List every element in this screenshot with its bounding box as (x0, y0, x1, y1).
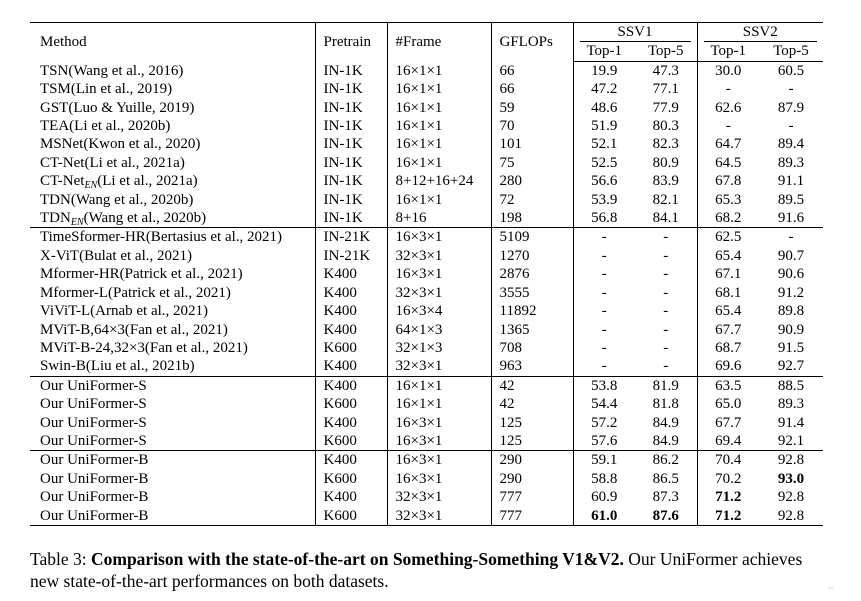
cell-ssv2-top1: 68.7 (697, 339, 759, 357)
cell-ssv1-top1: - (573, 265, 635, 283)
cell-ssv2-top5: 91.5 (777, 339, 805, 356)
cell-frame: 16×1×1 (387, 395, 491, 413)
cell-ssv1-top5: 81.8 (652, 396, 679, 413)
method-name: CT-Net (40, 173, 85, 190)
cell-gflops: 280 (491, 172, 573, 190)
cell-pretrain: K400 (315, 376, 387, 395)
cell-ssv2-top1: 30.0 (697, 61, 759, 80)
cell-gflops: 101 (491, 135, 573, 153)
table-row (30, 135, 823, 153)
cell-ssv2-top5: 92.7 (777, 358, 805, 375)
cell-method: Mformer-L(Patrick et al., 2021) (40, 284, 231, 301)
cell-frame: 64×1×3 (387, 321, 491, 339)
cell-method: TSN(Wang et al., 2016) (40, 62, 184, 79)
cell-ssv1-top1: 56.6 (573, 172, 635, 190)
cell-ssv1-top5: 84.9 (652, 432, 679, 449)
cell-gflops: 777 (491, 507, 573, 526)
cell-gflops: 125 (491, 414, 573, 432)
cell-pretrain: K400 (315, 284, 387, 302)
table-row (30, 470, 823, 488)
cell-gflops: 5109 (491, 228, 573, 247)
cell-ssv1-top5: 87.3 (652, 489, 679, 506)
table-row (30, 414, 823, 432)
cell-gflops: 66 (491, 80, 573, 98)
cell-ssv2-top5: 91.2 (777, 284, 805, 301)
method-citation: (Wang et al., 2020b) (83, 210, 207, 227)
cell-frame: 32×3×1 (387, 488, 491, 506)
cell-ssv2-top5: 89.8 (777, 303, 805, 320)
table-row (30, 247, 823, 265)
header-ssv2-top5: Top-5 (759, 42, 823, 61)
header-ssv2-cell (697, 23, 823, 43)
header-row-1 (30, 23, 823, 43)
cell-ssv2-top5: 91.6 (777, 210, 805, 227)
cell-ssv1-top5: - (663, 247, 669, 264)
cell-ssv2-top5: 88.5 (759, 376, 823, 395)
table-row (30, 432, 823, 451)
cell-ssv1-top5: 86.2 (635, 451, 697, 470)
cell-pretrain: K400 (315, 321, 387, 339)
cell-ssv2-top5: - (759, 228, 823, 247)
cell-ssv1-top5: 83.9 (652, 173, 679, 190)
cell-ssv1-top1: 60.9 (573, 488, 635, 506)
cell-ssv2-top5: 90.6 (777, 266, 805, 283)
cell-ssv1-top1: 57.2 (573, 414, 635, 432)
cell-ssv2-top5: 92.8 (759, 507, 823, 526)
cell-ssv2-top5: 89.4 (777, 136, 805, 153)
cell-ssv2-top5: 90.9 (777, 321, 805, 338)
table-row (30, 395, 823, 413)
cell-ssv1-top1: 56.8 (573, 209, 635, 228)
cell-ssv1-top1: - (573, 302, 635, 320)
cell-pretrain: IN-1K (315, 154, 387, 172)
cell-ssv1-top1: 54.4 (573, 395, 635, 413)
cell-pretrain: K400 (315, 414, 387, 432)
cell-method: ViViT-L(Arnab et al., 2021) (40, 303, 209, 320)
cell-gflops: 1270 (491, 247, 573, 265)
header-ssv1-cell (573, 23, 697, 43)
cell-gflops: 777 (491, 488, 573, 506)
table-row (30, 154, 823, 172)
table-row (30, 284, 823, 302)
cell-ssv2-top1: 65.0 (697, 395, 759, 413)
cell-method: Our UniFormer-S (40, 432, 147, 449)
cell-pretrain: IN-1K (315, 99, 387, 117)
table-row (30, 117, 823, 135)
cell-method: Our UniFormer-B (40, 470, 149, 487)
cell-ssv1-top1: 57.6 (573, 432, 635, 451)
cell-pretrain: K400 (315, 265, 387, 283)
cell-ssv2-top1: 67.8 (697, 172, 759, 190)
cell-ssv1-top1: 53.9 (573, 191, 635, 209)
cell-ssv1-top1: - (573, 321, 635, 339)
table-row (30, 507, 823, 526)
cell-method: X-ViT(Bulat et al., 2021) (40, 247, 192, 264)
cell-frame: 16×1×1 (387, 135, 491, 153)
cell-ssv2-top1: 70.4 (697, 451, 759, 470)
cell-gflops: 198 (491, 209, 573, 228)
cell-ssv1-top5: 82.3 (652, 136, 679, 153)
cell-ssv1-top5: - (663, 303, 669, 320)
cell-frame: 16×1×1 (387, 191, 491, 209)
cell-gflops: 42 (491, 395, 573, 413)
cell-method: MViT-B-24,32×3(Fan et al., 2021) (40, 339, 248, 356)
cell-method (30, 172, 315, 190)
cell-ssv1-top5: 77.1 (652, 81, 679, 98)
header-pretrain: Pretrain (315, 23, 387, 62)
cell-method: Our UniFormer-B (40, 489, 149, 506)
cell-ssv1-top5: 80.9 (652, 154, 679, 171)
method-subscript: EN (84, 180, 98, 192)
cell-frame: 16×1×1 (387, 61, 491, 80)
cell-pretrain: IN-21K (315, 228, 387, 247)
cell-ssv2-top1: 62.6 (697, 99, 759, 117)
cell-ssv2-top5: 91.1 (777, 173, 805, 190)
cell-method: Our UniFormer-B (30, 451, 315, 470)
cell-frame: 16×1×1 (387, 376, 491, 395)
cell-method: TDN(Wang et al., 2020b) (40, 191, 194, 208)
cell-ssv2-top5: 60.5 (777, 62, 805, 79)
cell-method: GST(Luo & Yuille, 2019) (40, 99, 195, 116)
cell-ssv2-top1: 64.7 (697, 135, 759, 153)
cell-pretrain: IN-1K (315, 191, 387, 209)
cell-pretrain: K400 (315, 302, 387, 320)
table-row (30, 265, 823, 283)
table-row (30, 61, 823, 80)
cell-ssv1-top1: 52.1 (573, 135, 635, 153)
table-row (30, 209, 823, 228)
cell-ssv2-top1: 69.6 (697, 357, 759, 376)
table-row (30, 321, 823, 339)
cell-frame: 16×3×4 (387, 302, 491, 320)
results-table (30, 22, 823, 526)
cell-ssv2-top1: 65.4 (697, 247, 759, 265)
cell-ssv2-top1: 62.5 (697, 228, 759, 247)
cell-ssv1-top5: - (635, 228, 697, 247)
cell-ssv1-top1: - (573, 228, 635, 247)
cell-pretrain: K600 (315, 339, 387, 357)
cell-ssv1-top5: 47.3 (652, 62, 679, 79)
cell-ssv1-top1: 19.9 (573, 61, 635, 80)
cell-gflops: 125 (491, 432, 573, 451)
cell-method: MViT-B,64×3(Fan et al., 2021) (40, 321, 228, 338)
cell-frame: 32×3×1 (387, 247, 491, 265)
cell-gflops: 1365 (491, 321, 573, 339)
cell-pretrain: IN-1K (315, 61, 387, 80)
cell-pretrain: K600 (315, 432, 387, 451)
cell-ssv1-top5: 81.9 (635, 376, 697, 395)
cell-ssv2-top5: 87.9 (777, 99, 805, 116)
table-caption (30, 548, 830, 592)
cell-pretrain: K400 (315, 488, 387, 506)
cell-ssv1-top1: 53.8 (573, 376, 635, 395)
caption-bold-text: Comparison with the state-of-the-art on Something-Something V1&V2. (90, 549, 624, 569)
cell-method (30, 209, 315, 228)
cell-gflops: 59 (491, 99, 573, 117)
cell-ssv1-top5: - (663, 284, 669, 301)
header-ssv1: SSV1 (580, 23, 691, 42)
table-row (30, 191, 823, 209)
header-ssv1-top1: Top-1 (573, 42, 635, 61)
cell-method: CT-Net(Li et al., 2021a) (40, 154, 185, 171)
cell-ssv2-top1: 64.5 (697, 154, 759, 172)
cell-gflops: 2876 (491, 265, 573, 283)
cell-frame: 16×1×1 (387, 99, 491, 117)
cell-frame: 16×3×1 (387, 470, 491, 488)
cell-pretrain: IN-1K (315, 135, 387, 153)
cell-gflops: 290 (491, 470, 573, 488)
cell-ssv2-top5: 89.3 (777, 154, 805, 171)
cell-gflops: 75 (491, 154, 573, 172)
cell-ssv1-top1: - (573, 284, 635, 302)
cell-method: TimeSformer-HR(Bertasius et al., 2021) (30, 228, 315, 247)
cell-ssv2-top1: 67.7 (697, 321, 759, 339)
table-row (30, 357, 823, 376)
cell-ssv2-top1: 69.4 (697, 432, 759, 451)
cell-method: Swin-B(Liu et al., 2021b) (40, 358, 195, 375)
header-ssv1-top5: Top-5 (635, 42, 697, 61)
cell-frame: 32×3×1 (387, 507, 491, 526)
cell-ssv1-top5: 77.9 (652, 99, 679, 116)
cell-ssv2-top1: - (697, 80, 759, 98)
table-row (30, 451, 823, 470)
cell-ssv1-top5: 86.5 (652, 470, 679, 487)
cell-method: MSNet(Kwon et al., 2020) (40, 136, 201, 153)
cell-ssv2-top5: 90.7 (777, 247, 805, 264)
table-row (30, 99, 823, 117)
cell-method: Our UniFormer-S (40, 414, 147, 431)
cell-ssv1-top5: - (663, 339, 669, 356)
cell-pretrain: K400 (315, 357, 387, 376)
cell-gflops: 3555 (491, 284, 573, 302)
method-subscript: EN (70, 217, 84, 229)
table-row (30, 80, 823, 98)
cell-ssv2-top1: 67.1 (697, 265, 759, 283)
caption-rest: Our UniFormer achieves new state-of-the-art performances on both datasets. (30, 549, 803, 591)
cell-ssv2-top5: 92.1 (777, 432, 805, 449)
cell-method: Our UniFormer-B (30, 507, 315, 526)
cell-ssv2-top5: 89.5 (777, 191, 805, 208)
cell-frame: 16×3×1 (387, 432, 491, 451)
cell-ssv1-top5: 84.9 (652, 414, 679, 431)
cell-method: Our UniFormer-S (30, 376, 315, 395)
cell-method: TSM(Lin et al., 2019) (40, 81, 173, 98)
cell-ssv1-top1: - (573, 357, 635, 376)
table-row (30, 228, 823, 247)
table-row (30, 172, 823, 190)
header-method: Method (30, 23, 315, 62)
cell-ssv1-top1: 59.1 (573, 451, 635, 470)
cell-pretrain: IN-1K (315, 80, 387, 98)
method-name: TDN (40, 210, 71, 227)
cell-ssv2-top1: 63.5 (697, 376, 759, 395)
cell-frame: 16×1×1 (387, 154, 491, 172)
cell-ssv1-top5: 84.1 (652, 210, 679, 227)
cell-ssv2-top5: - (788, 81, 794, 98)
cell-pretrain: K600 (315, 507, 387, 526)
cell-ssv2-top1: 71.2 (697, 488, 759, 506)
table-row (30, 488, 823, 506)
cell-gflops: 11892 (491, 302, 573, 320)
cell-ssv1-top5: - (663, 321, 669, 338)
cell-ssv2-top5: 92.8 (759, 451, 823, 470)
cell-ssv1-top1: 51.9 (573, 117, 635, 135)
cell-gflops: 708 (491, 339, 573, 357)
cell-frame: 32×1×3 (387, 339, 491, 357)
cell-ssv1-top1: 47.2 (573, 80, 635, 98)
cell-ssv2-top5: 93.0 (777, 470, 805, 487)
cell-ssv2-top1: 67.7 (697, 414, 759, 432)
cell-pretrain: IN-21K (315, 247, 387, 265)
cell-method: TEA(Li et al., 2020b) (40, 118, 171, 135)
cell-ssv2-top1: 65.3 (697, 191, 759, 209)
cell-ssv1-top5: - (663, 266, 669, 283)
table-row (30, 376, 823, 395)
cell-ssv1-top5: - (663, 358, 669, 375)
cell-ssv1-top5: 87.6 (635, 507, 697, 526)
cell-ssv1-top5: 82.1 (652, 191, 679, 208)
cell-gflops: 70 (491, 117, 573, 135)
cell-frame: 32×3×1 (387, 357, 491, 376)
cell-pretrain: IN-1K (315, 209, 387, 228)
cell-ssv2-top5: 92.8 (777, 489, 805, 506)
cell-ssv2-top5: - (788, 118, 794, 135)
cell-ssv2-top5: 89.3 (777, 396, 805, 413)
cell-ssv2-top1: 65.4 (697, 302, 759, 320)
caption-label: Table 3: (30, 549, 87, 569)
cell-pretrain: K600 (315, 395, 387, 413)
cell-frame: 16×1×1 (387, 117, 491, 135)
cell-ssv1-top1: 52.5 (573, 154, 635, 172)
method-citation: (Li et al., 2021a) (97, 173, 198, 190)
cell-gflops: 42 (491, 376, 573, 395)
cell-pretrain: IN-1K (315, 117, 387, 135)
cell-gflops: 290 (491, 451, 573, 470)
cell-ssv1-top1: - (573, 339, 635, 357)
cell-frame: 16×3×1 (387, 414, 491, 432)
table-row (30, 339, 823, 357)
cell-frame: 8+16 (387, 209, 491, 228)
table-row (30, 302, 823, 320)
header-ssv2-top1: Top-1 (697, 42, 759, 61)
cell-pretrain: K600 (315, 470, 387, 488)
cell-gflops: 963 (491, 357, 573, 376)
cell-ssv2-top1: - (697, 117, 759, 135)
cell-ssv1-top1: - (573, 247, 635, 265)
corner-mark: ·· (828, 584, 834, 593)
cell-frame: 16×1×1 (387, 80, 491, 98)
cell-pretrain: IN-1K (315, 172, 387, 190)
cell-frame: 32×3×1 (387, 284, 491, 302)
cell-ssv2-top5: 91.4 (777, 414, 805, 431)
cell-pretrain: K400 (315, 451, 387, 470)
cell-ssv2-top1: 71.2 (697, 507, 759, 526)
cell-ssv2-top1: 70.2 (697, 470, 759, 488)
header-ssv2: SSV2 (704, 23, 818, 42)
cell-gflops: 72 (491, 191, 573, 209)
cell-frame: 8+12+16+24 (387, 172, 491, 190)
header-gflops: GFLOPs (491, 23, 573, 62)
cell-frame: 16×3×1 (387, 265, 491, 283)
cell-ssv2-top1: 68.1 (697, 284, 759, 302)
cell-method: Mformer-HR(Patrick et al., 2021) (40, 266, 243, 283)
cell-ssv1-top1: 58.8 (573, 470, 635, 488)
cell-method: Our UniFormer-S (40, 396, 147, 413)
cell-ssv1-top5: 80.3 (652, 118, 679, 135)
cell-ssv1-top1: 48.6 (573, 99, 635, 117)
cell-frame: 16×3×1 (387, 228, 491, 247)
cell-ssv1-top1: 61.0 (573, 507, 635, 526)
cell-gflops: 66 (491, 61, 573, 80)
header-frame: #Frame (387, 23, 491, 62)
cell-frame: 16×3×1 (387, 451, 491, 470)
cell-ssv2-top1: 68.2 (697, 209, 759, 228)
